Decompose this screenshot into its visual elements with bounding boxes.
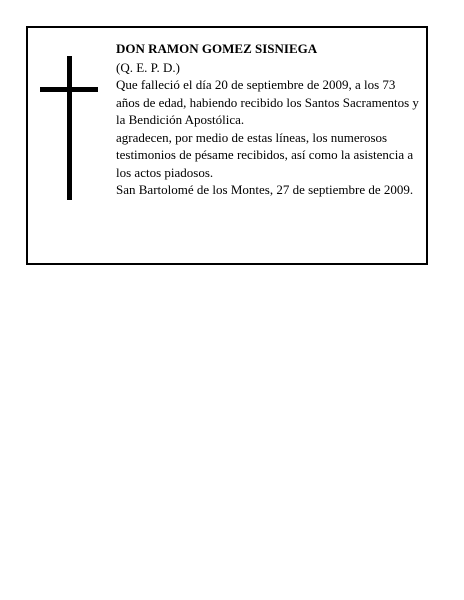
- thanks-paragraph: agradecen, por medio de estas líneas, los numerosos testimonios de pésame recibidos, así como la asistencia a los actos piadosos.: [116, 129, 414, 180]
- deceased-name: DON RAMON GOMEZ SISNIEGA: [116, 41, 318, 56]
- qepd-line: (Q. E. P. D.): [116, 59, 180, 75]
- cross-vertical-bar: [67, 56, 72, 200]
- cross-horizontal-bar: [40, 87, 98, 92]
- obituary-notice: [26, 26, 428, 265]
- cross-icon: [40, 56, 98, 200]
- place-date: San Bartolomé de los Montes, 27 de septiembre de 2009.: [116, 182, 414, 197]
- death-paragraph: Que falleció el día 20 de septiembre de 2009, a los 73 años de edad, habiendo recibido los Santos Sacramentos y la Bendición Apostólica.: [116, 77, 419, 127]
- notice-text: [116, 40, 422, 199]
